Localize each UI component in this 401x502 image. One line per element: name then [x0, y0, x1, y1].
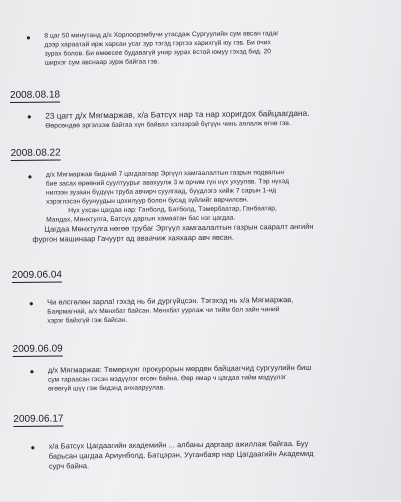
entry-line: хэрэг байхгүй гэж байсан. — [47, 316, 128, 325]
entry-block — [27, 107, 396, 131]
entry-text — [46, 167, 398, 225]
bullet-icon: • — [27, 109, 32, 124]
entry-block — [29, 294, 398, 326]
entry-line: д/х Мягмаржав: Төмөрхуяг прокурорын мөрдөн байцаагчид сургуулийн биш — [47, 362, 312, 375]
entry-line: дээр хараатай ирж харсан усаг зур тэгэд гэртээ харихгүй юу гэв. Би очих — [44, 39, 271, 49]
bullet-icon: • — [26, 30, 31, 45]
entry-text — [45, 107, 396, 131]
entry-line: хэрэглэсэн буунуудын цохилуур болон бусад зүйлийг өөрчилсөн. — [46, 196, 249, 206]
entry-line: зурах болов. Би өмөесее будавагүй унир зурах ёстой юмуу гэхэд бид. 20 — [44, 48, 272, 58]
entry-text — [49, 438, 400, 472]
entry-date: 2009.06.04 — [11, 269, 62, 281]
bullet-icon: • — [29, 364, 35, 379]
entry-line: нилээн зузаан бүдүүн труба авчирч суулгаад, бүүдлэгэ хийж 7 сарын 1-нд — [45, 187, 277, 197]
entry-text — [32, 221, 397, 245]
entry-line: Цагдаа Мөнхтулга нөгөө трубаг Эргүүл хамгаалалтын газрын сааралт ангийн — [44, 221, 314, 234]
entry-block — [26, 28, 395, 68]
entry-line: 23 цагт д/х Мягмаржав, х/а Батсүх нар та нар хоригдох байцаагдана. — [45, 108, 310, 121]
entry-line: х/а Батсүх Цагдаагийн академийн ... албаны даргаар ажиллаж байгаа. Буу — [48, 438, 309, 451]
entry-line: Мандах, Мөнхтулга, Батсүх даргын хамаатан бас нэг цагдаа. — [46, 214, 236, 224]
entry-line: ширхэг сум авснаар зурж байгаа гэв. — [44, 58, 160, 67]
entry-line: сурч байна. — [48, 461, 90, 471]
bullet-icon: • — [29, 296, 34, 311]
entry-date: 2009.06.17 — [13, 413, 64, 425]
entry-line: бие засах өрөөний суултуурыг авахуулж 3 м орчим гүн нүх ухуулав. Тэр нүхэд — [45, 178, 290, 188]
entry-block — [31, 438, 400, 472]
bullet-icon: • — [30, 440, 35, 455]
entry-date: 2009.06.09 — [12, 343, 63, 355]
entry-block — [30, 362, 399, 394]
bullet-icon: • — [27, 169, 33, 184]
entry-line: өгөөгүй шүү гэж бидэнд анхааруулав. — [48, 384, 166, 393]
entry-text — [47, 294, 398, 326]
entry-line: 8 цаг 50 минутанд д/х Хорлоорэмбүчи утасдаж Сургуулийн сум авсан гадаг — [44, 30, 279, 40]
entry-block — [28, 167, 398, 225]
entry-date: 2008.08.18 — [9, 89, 61, 101]
entry-line: барьсан цагдаа Ариунболд, Батцэрэн, Ууганбаяр нар Цагдаагийн Академид — [48, 448, 314, 461]
entry-line: Чи өлсгөлөн зарла! гэхэд нь би дургүйцсэн. Тэгэхэд нь х/а Мягмаржав, — [47, 295, 294, 307]
entry-continuation — [32, 221, 397, 245]
entry-line: сум тарааcан гэсэн мэдүүлэг өгсөн байна. Өөр ямар ч цагдаа тийм мэдүүлэг — [47, 374, 287, 384]
entry-line: Баярмагнай, а/х Мөнхбат байсан. Мөнхбат уурлаж чи тийм бол зайн чиний — [47, 306, 280, 316]
entry-line: фургон машинаар Гачуурт ад аваачиж хаяхаар авч явсан. — [32, 232, 235, 244]
entry-line: Нүх ухсан цагдаа нар: Ганболд, Батболд, Тэмербаатар, Ганбаатар, — [68, 205, 277, 215]
entry-line: Өөрсөндөө эргэлзэж байгаа хүн байвал хэлээрэй бүгүүн чинь аялалж өгнө гэв. — [45, 120, 291, 130]
entry-text — [44, 28, 395, 68]
entry-date: 2008.08.22 — [10, 147, 61, 159]
entry-text — [48, 362, 399, 394]
entry-line: д/х Мягмаржав бидний 7 цагдаагаар Эргүүл хамгаалалтын газрын подвалын — [45, 169, 285, 179]
